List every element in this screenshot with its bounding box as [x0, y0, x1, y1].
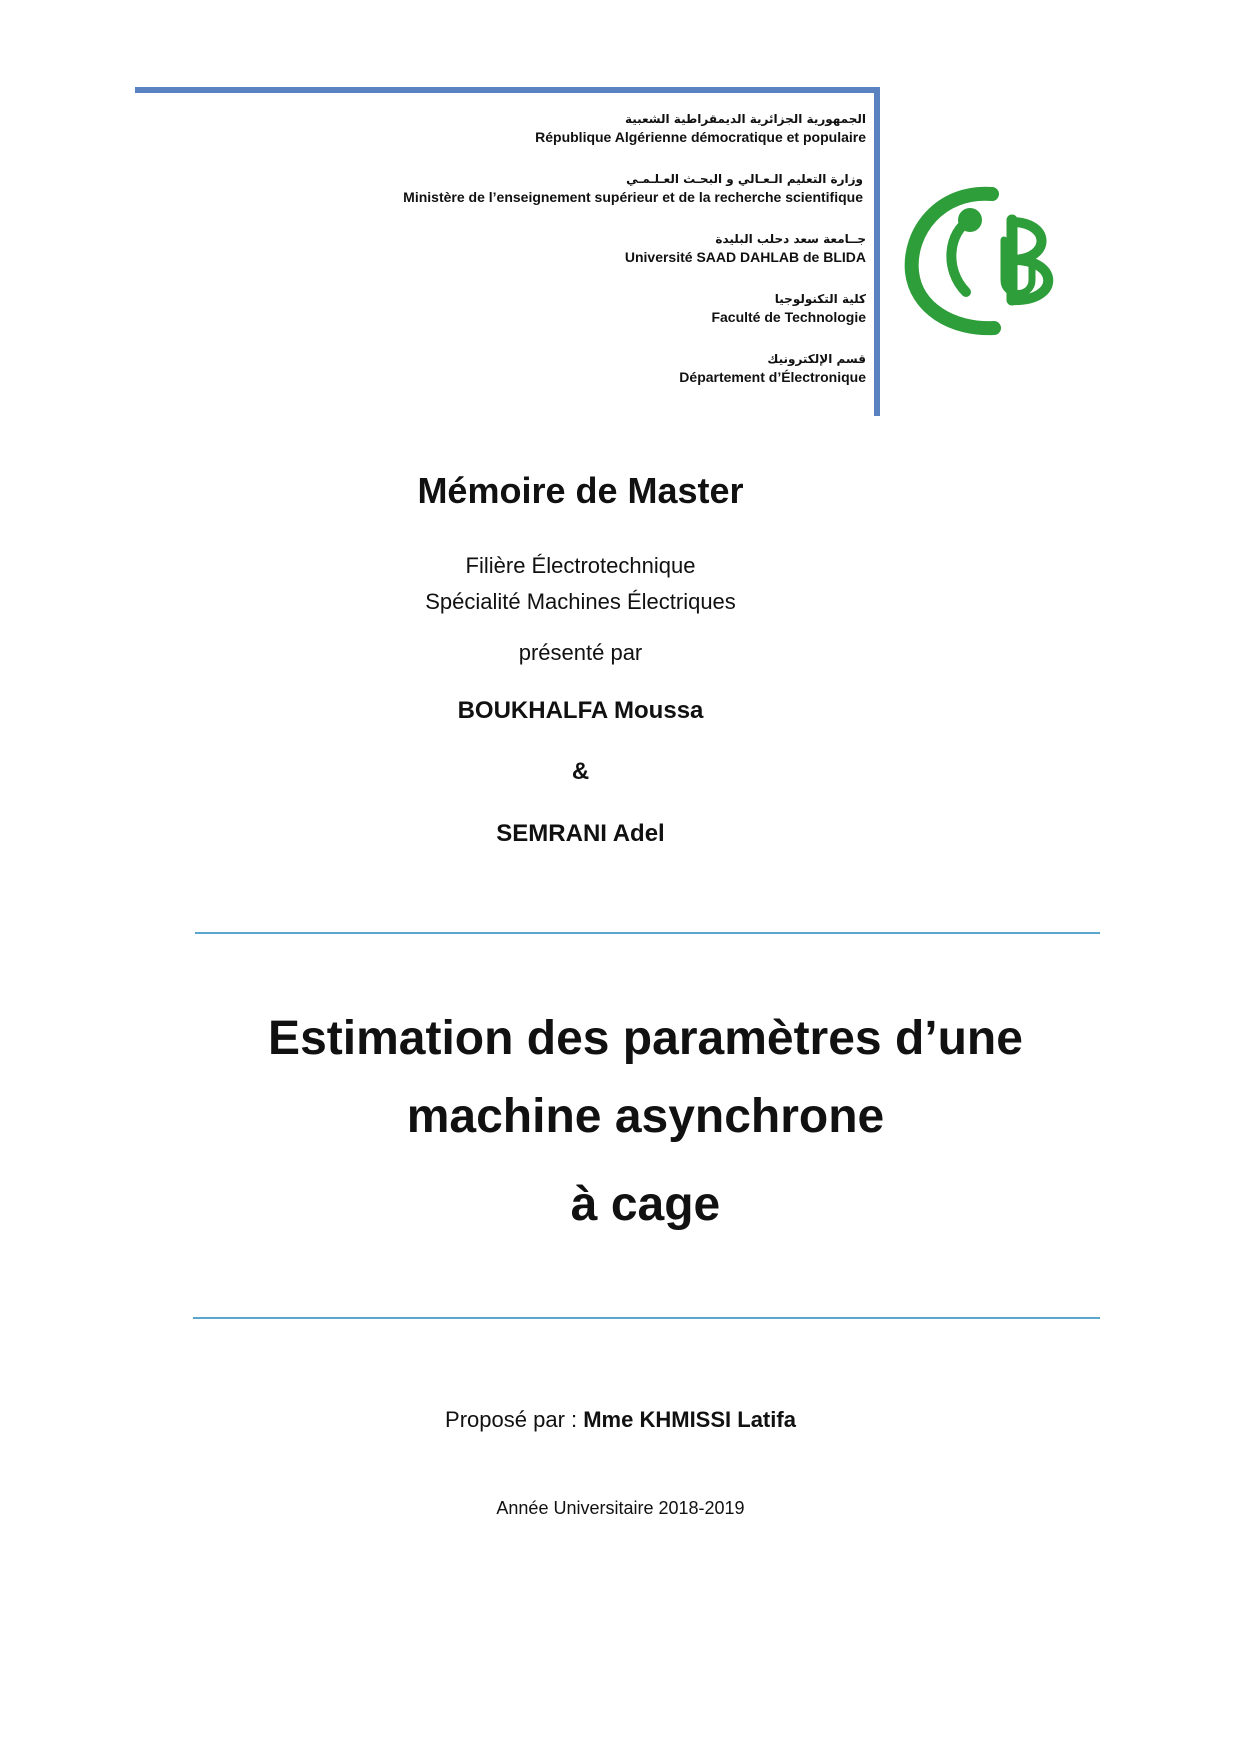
header-faculty-fr: Faculté de Technologie [711, 309, 866, 325]
presente-par-text: présenté par [518, 640, 643, 665]
header-department [679, 350, 866, 386]
propose-label: Proposé par : [445, 1407, 584, 1432]
author-ampersand: & [571, 758, 590, 785]
header-republic-fr: République Algérienne démocratique et populaire [535, 129, 866, 145]
author-1: BOUKHALFA Moussa [457, 697, 704, 724]
header-frame-top [135, 87, 880, 93]
supervisor-line [0, 1407, 1241, 1433]
university-logo-icon [900, 180, 1080, 340]
title-line-2: machine asynchrone [406, 1090, 885, 1143]
academic-year: Année Universitaire 2018-2019 [496, 1498, 745, 1518]
title-line-3: à cage [570, 1178, 721, 1231]
header-ministry [403, 170, 863, 206]
header-republic-ar: الجمهورية الجزائرية الديمقراطية الشعبية [624, 112, 866, 126]
filiere-block [0, 548, 1201, 620]
header-university-fr: Université SAAD DAHLAB de BLIDA [624, 249, 866, 265]
title-line-1: Estimation des paramètres d’une [268, 1012, 1023, 1065]
header-faculty [711, 290, 866, 326]
header-republic [535, 110, 866, 146]
thesis-title [25, 1000, 1241, 1244]
title-rule-bottom [193, 1317, 1100, 1319]
header-frame-right [874, 87, 880, 416]
specialite-text: Spécialité Machines Électriques [425, 589, 736, 614]
memoire-heading: Mémoire de Master [417, 470, 744, 511]
title-rule-top [195, 932, 1100, 934]
header-university-ar: جــامعة سعد دحلب البليدة [715, 232, 866, 246]
header-department-fr: Département d’Électronique [679, 369, 866, 385]
header-faculty-ar: كلية التكنولوجيا [774, 292, 866, 306]
supervisor-name: Mme KHMISSI Latifa [583, 1407, 796, 1432]
author-2: SEMRANI Adel [496, 820, 665, 847]
header-university [625, 230, 866, 266]
filiere-text: Filière Électrotechnique [465, 553, 696, 578]
header-department-ar: قسم الإلكترونيك [767, 352, 866, 366]
header-ministry-ar: وزارة التعليم الـعـالي و البحـث العـلـمـي [626, 172, 863, 186]
header-ministry-fr: Ministère de l’enseignement supérieur et de la recherche scientifique [403, 189, 863, 205]
